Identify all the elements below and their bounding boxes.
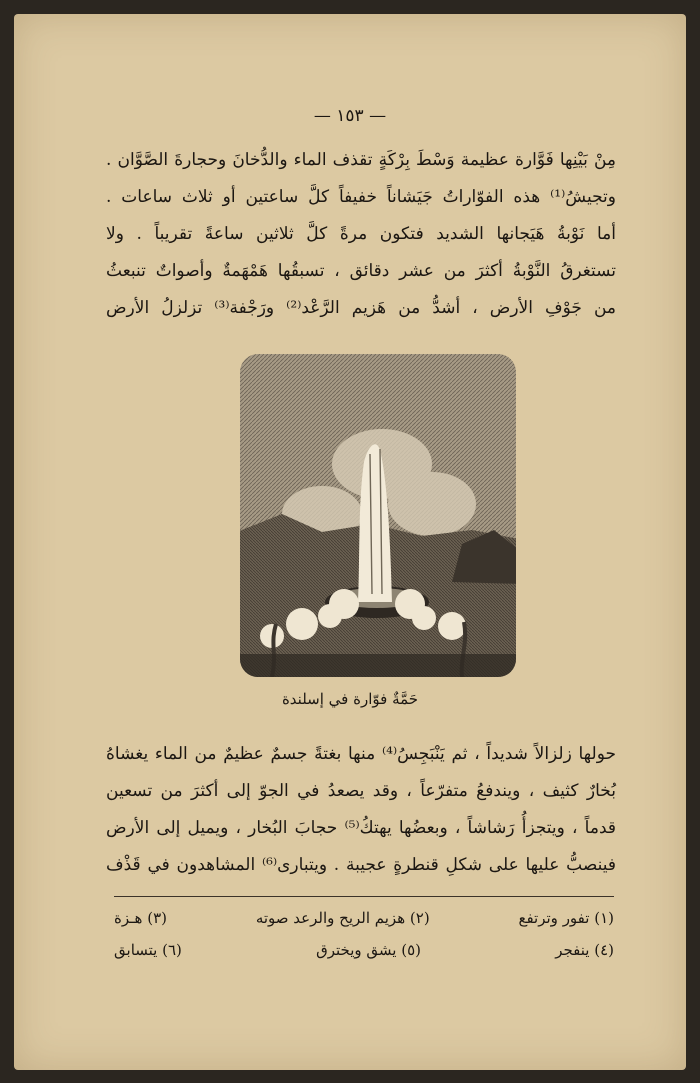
- text-line: وتجيشُ⁽¹⁾ هذه الفوّاراتُ جَيَشاناً خفيفاً كلَّ ساعتين أو ثلاث ساعات .: [106, 187, 616, 207]
- text-line: مِنْ بَيْنِها فَوَّارة عظيمة وَسْطَ بِرْكَةٍ تقذف الماء والدُّخانَ وحجارةَ الصَّوَّان .: [106, 150, 616, 170]
- text-line: تستغرقُ النَّوْبةُ أكثرَ من عشر دقائق ، تسبقُها هَمْهَمةٌ وأصواتٌ تنبعثُ: [106, 261, 616, 281]
- geyser-illustration: [232, 354, 524, 677]
- text-line: بُخارٌ كثيف ، ويندفعُ متفرّعاً ، وقد يصعدُ في الجوّ إلى أكثرَ من تسعين: [106, 781, 616, 801]
- footnote: (٦) يتسابق: [114, 941, 182, 959]
- footnote: (٣) هـزة: [114, 909, 167, 927]
- book-page: [14, 14, 686, 1070]
- body-text-bottom: [106, 736, 616, 884]
- text-line: فينصبُّ عليها على شكلِ قنطرةٍ عجيبة . ويتبارى⁽⁶⁾ المشاهدون في قَذْف: [106, 855, 617, 875]
- body-text-top: [106, 142, 616, 327]
- page-number: — ١٥٣ —: [313, 106, 387, 126]
- footnote-divider: [114, 896, 614, 897]
- footnote: (٥) يشق ويخترق: [316, 941, 422, 959]
- figure-caption: حَمَّةٌ فوّارة في إسلندة: [281, 690, 419, 708]
- footnote-row: [114, 934, 614, 966]
- text-line: قدماً ، ويتجزأُ رَشاشاً ، وبعضُها يهتكُ⁽⁵⁾ حجابَ البُخار ، ويميل إلى الأرض: [106, 818, 616, 838]
- footnote-row: [114, 902, 614, 934]
- text-line: حولها زلزالاً شديداً ، ثم يَنْبَجِسُ⁽⁴⁾ منها بغتةً جسمٌ عظيمٌ من الماء يغشاهُ: [106, 744, 616, 764]
- footnotes: [114, 902, 614, 966]
- footnote: (٢) هزيم الريح والرعد صوته: [255, 909, 430, 927]
- footnote: (١) تفور وترتفع: [518, 909, 614, 927]
- text-line: أما نَوْبةُ هَيَجانها الشديد فتكون مرةً كلَّ ثلاثين ساعةً تقريباً . ولا: [106, 224, 616, 244]
- text-line: من جَوْفِ الأرض ، أشدُّ من هَزيم الرَّعْد⁽²⁾ ورَجْفة⁽³⁾ تزلزلُ الأرض: [106, 298, 617, 318]
- footnote: (٤) ينفجر: [555, 941, 614, 959]
